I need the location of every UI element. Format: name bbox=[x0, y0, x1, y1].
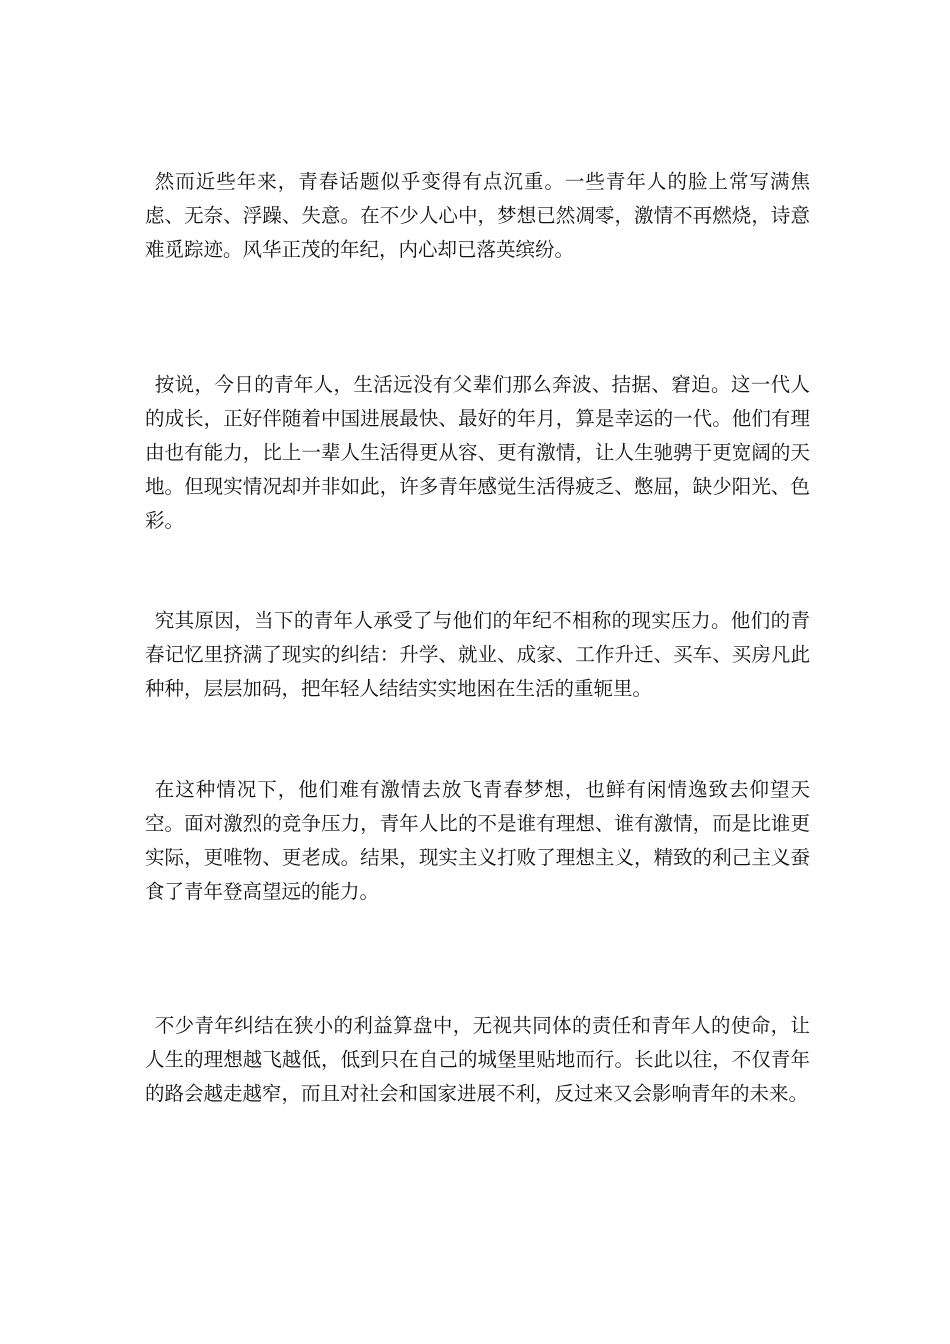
paragraph-2: 按说，今日的青年人，生活远没有父辈们那么奔波、拮据、窘迫。这一代人的成长，正好伴随着中国进展最快、最好的年月，算是幸运的一代。他们有理由也有能力，比上一辈人生活得更从容、更有激情，让人生驰骋于更宽阔的天地。但现实情况却并非如此，许多青年感觉生活得疲乏、憋屈，缺少阳光、色彩。 bbox=[145, 373, 810, 532]
paragraph-5: 不少青年纠结在狭小的利益算盘中，无视共同体的责任和青年人的使命，让人生的理想越飞越低，低到只在自己的城堡里贴地而行。长此以往，不仅青年的路会越走越窄，而且对社会和国家进展不利，反过来又会影响青年的未来。 bbox=[145, 1014, 810, 1105]
paragraph-4: 在这种情况下，他们难有激情去放飞青春梦想，也鲜有闲情逸致去仰望天空。面对激烈的竞争压力，青年人比的不是谁有理想、谁有激情，而是比谁更实际，更唯物、更老成。结果，现实主义打败了理想主义，精致的利己主义蚕食了青年登高望远的能力。 bbox=[145, 778, 810, 903]
paragraph-3: 究其原因，当下的青年人承受了与他们的年纪不相称的现实压力。他们的青春记忆里挤满了现实的纠结：升学、就业、成家、工作升迁、买车、买房凡此种种，层层加码，把年轻人结结实实地困在生活的重轭里。 bbox=[145, 609, 810, 700]
paragraph-1: 然而近些年来，青春话题似乎变得有点沉重。一些青年人的脸上常写满焦虑、无奈、浮躁、失意。在不少人心中，梦想已然凋零，激情不再燃烧，诗意难觅踪迹。风华正茂的年纪，内心却已落英缤纷。 bbox=[145, 170, 810, 261]
